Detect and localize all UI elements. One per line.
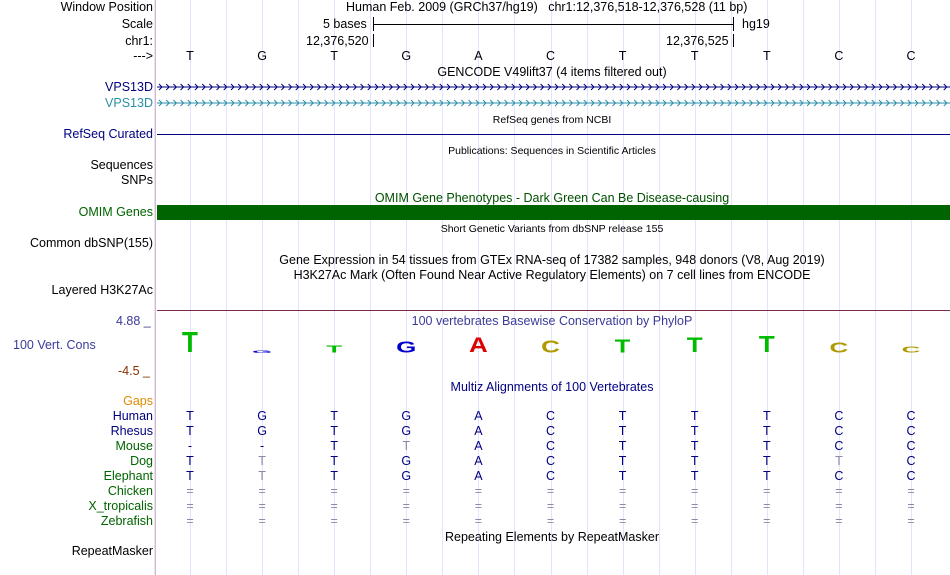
- species-base: =: [618, 484, 627, 498]
- reference-base: C: [906, 49, 916, 63]
- species-label[interactable]: Zebrafish: [100, 514, 153, 528]
- label-column-divider: [155, 0, 156, 575]
- coord-left-tick: [373, 34, 374, 47]
- gencode-item-2-gene-line[interactable]: [157, 98, 950, 108]
- scale-label: Scale: [121, 17, 153, 31]
- species-label[interactable]: Mouse: [115, 439, 153, 453]
- species-base: T: [618, 409, 627, 423]
- species-base: T: [330, 424, 339, 438]
- reference-base: T: [330, 49, 339, 63]
- species-base: -: [260, 439, 265, 453]
- conservation-logo-3: [326, 345, 342, 353]
- conservation-logo-letter: C: [541, 339, 560, 353]
- h3k27ac-track-label[interactable]: Layered H3K27Ac: [51, 283, 153, 297]
- dbsnp-track-title: Short Genetic Variants from dbSNP release 155: [440, 223, 664, 235]
- cons-track-title: 100 vertebrates Basewise Conservation by PhyloP: [411, 314, 693, 328]
- species-base: G: [401, 469, 412, 483]
- species-base: T: [618, 469, 627, 483]
- species-base: =: [546, 499, 555, 513]
- species-base: =: [763, 514, 771, 528]
- species-base: =: [402, 514, 410, 528]
- conservation-logo-letter: G: [251, 350, 273, 353]
- scale-bar-right-tick: [733, 17, 734, 31]
- species-base: T: [690, 439, 699, 453]
- species-base: T: [186, 469, 194, 483]
- chrom-label: chr1:: [125, 34, 153, 48]
- reference-base: C: [834, 49, 844, 63]
- repeatmasker-track-label[interactable]: RepeatMasker: [71, 544, 153, 558]
- species-base: =: [186, 514, 194, 528]
- species-base: -: [187, 439, 193, 453]
- reference-base: T: [762, 49, 771, 63]
- species-base: T: [762, 454, 771, 468]
- refseq-track-label[interactable]: RefSeq Curated: [63, 127, 153, 141]
- species-base: T: [258, 469, 266, 483]
- species-base: C: [545, 439, 556, 453]
- species-label[interactable]: X_tropicalis: [88, 499, 153, 513]
- coord-right: 12,376,525: [666, 34, 729, 48]
- species-base: T: [690, 454, 699, 468]
- species-base: T: [690, 424, 699, 438]
- species-base: =: [186, 484, 194, 498]
- species-base: T: [402, 439, 411, 453]
- gencode-item-2-label[interactable]: VPS13D: [105, 96, 153, 110]
- reference-base: G: [257, 49, 267, 63]
- conservation-logo-letter: T: [614, 338, 631, 353]
- species-label[interactable]: Elephant: [103, 469, 153, 483]
- species-label[interactable]: Rhesus: [110, 424, 153, 438]
- conservation-logo-9: [759, 335, 775, 353]
- species-base: C: [834, 469, 844, 483]
- species-base: =: [835, 484, 843, 498]
- species-base: C: [906, 469, 916, 483]
- conservation-logo-10: [830, 342, 849, 353]
- coord-left: 12,376,520: [306, 34, 369, 48]
- species-base: T: [618, 454, 627, 468]
- species-base: G: [257, 409, 267, 423]
- species-base: =: [907, 499, 915, 513]
- species-base: =: [691, 514, 699, 528]
- assembly-position-text: Human Feb. 2009 (GRCh37/hg19) chr1:12,376,518-12,376,528 (11 bp): [346, 0, 748, 14]
- pubs-track-label[interactable]: Sequences: [90, 158, 153, 172]
- conservation-logo-letter: C: [829, 342, 849, 353]
- species-base: T: [330, 469, 339, 483]
- conservation-logo-letter: T: [686, 336, 703, 353]
- conservation-logo-6: [541, 340, 560, 353]
- conservation-logo-letter: G: [396, 340, 417, 353]
- species-base: T: [690, 409, 699, 423]
- species-label[interactable]: Chicken: [107, 484, 153, 498]
- species-base: C: [545, 424, 556, 438]
- species-base: A: [474, 454, 483, 468]
- species-base: T: [618, 439, 627, 453]
- conservation-logo-7: [615, 339, 631, 353]
- conservation-logo-letter: C: [901, 346, 921, 353]
- conservation-logo-8: [687, 337, 703, 354]
- species-base: =: [402, 484, 410, 498]
- conservation-logo-letter: T: [182, 331, 198, 353]
- conservation-logo-1: [182, 331, 198, 353]
- refseq-track-title: RefSeq genes from NCBI: [492, 114, 612, 126]
- species-base: T: [330, 409, 339, 423]
- species-base: C: [906, 454, 916, 468]
- species-base: =: [835, 514, 843, 528]
- species-base: C: [906, 409, 916, 423]
- species-base: =: [763, 484, 771, 498]
- reference-base: G: [401, 49, 412, 63]
- species-base: T: [762, 409, 771, 423]
- species-base: C: [545, 409, 556, 423]
- species-base: =: [330, 499, 338, 513]
- species-base: G: [401, 454, 412, 468]
- species-base: =: [546, 514, 555, 528]
- species-base: =: [186, 499, 194, 513]
- species-base: =: [474, 499, 483, 513]
- species-base: C: [834, 439, 844, 453]
- species-label[interactable]: Human: [112, 409, 153, 423]
- species-base: A: [474, 469, 483, 483]
- reference-base: T: [618, 49, 627, 63]
- species-base: =: [330, 484, 338, 498]
- scale-db-label: hg19: [742, 17, 770, 31]
- conservation-logo-letter: T: [758, 335, 775, 353]
- dbsnp-track-label[interactable]: Common dbSNP(155): [30, 236, 153, 250]
- species-base: =: [618, 499, 627, 513]
- coord-right-tick: [733, 34, 734, 47]
- species-base: =: [763, 499, 771, 513]
- species-base: =: [691, 499, 699, 513]
- omim-track-title: OMIM Gene Phenotypes - Dark Green Can Be Disease-causing: [374, 191, 730, 205]
- species-base: G: [257, 424, 267, 438]
- species-base: =: [691, 484, 699, 498]
- omim-track-label[interactable]: OMIM Genes: [78, 205, 153, 219]
- species-base: G: [401, 409, 412, 423]
- cons-track-label[interactable]: 100 Vert. Cons: [13, 338, 96, 352]
- window-position-label: Window Position: [60, 0, 153, 14]
- strand-label: --->: [133, 49, 153, 63]
- species-base: T: [186, 409, 194, 423]
- species-base: =: [258, 484, 266, 498]
- scale-bar: [373, 24, 733, 25]
- species-base: T: [762, 424, 771, 438]
- species-base: A: [474, 439, 483, 453]
- omim-gene-bar[interactable]: [157, 205, 950, 220]
- species-base: T: [258, 454, 266, 468]
- species-base: T: [618, 424, 627, 438]
- multiz-track-title: Multiz Alignments of 100 Vertebrates: [450, 380, 654, 394]
- gencode-track-title: GENCODE V49lift37 (4 items filtered out): [437, 65, 667, 79]
- species-base: =: [402, 499, 410, 513]
- species-base: C: [545, 454, 556, 468]
- pubs-track-title: Publications: Sequences in Scientific Articles: [448, 145, 656, 157]
- cons-min-label: -4.5 _: [118, 364, 150, 378]
- species-base: =: [907, 514, 915, 528]
- snps-track-label[interactable]: SNPs: [121, 173, 153, 187]
- conservation-logo-2: [252, 350, 272, 353]
- species-base: C: [545, 469, 556, 483]
- species-base: =: [258, 514, 266, 528]
- species-base: =: [474, 514, 483, 528]
- repeatmasker-track-title: Repeating Elements by RepeatMasker: [444, 530, 660, 544]
- h3k27ac-track-title: H3K27Ac Mark (Often Found Near Active Regulatory Elements) on 7 cell lines from ENCODE: [293, 268, 811, 282]
- conservation-logo-5: [469, 337, 488, 354]
- reference-base: T: [186, 49, 194, 63]
- refseq-gene-line[interactable]: [157, 134, 950, 135]
- reference-base: T: [690, 49, 699, 63]
- species-base: G: [401, 424, 412, 438]
- species-base: A: [474, 424, 483, 438]
- gtex-track-title: Gene Expression in 54 tissues from GTEx RNA-seq of 17382 samples, 948 donors (V8, Aug 2019): [279, 253, 825, 267]
- species-base: T: [330, 454, 339, 468]
- h3k27ac-signal-baseline: [157, 310, 950, 311]
- species-base: C: [906, 439, 916, 453]
- species-base: =: [835, 499, 843, 513]
- species-base: T: [690, 469, 699, 483]
- conservation-logo-11: [902, 346, 921, 353]
- species-base: =: [618, 514, 627, 528]
- species-base: =: [907, 484, 915, 498]
- species-base: T: [835, 454, 843, 468]
- species-label[interactable]: Dog: [130, 454, 153, 468]
- species-base: =: [258, 499, 266, 513]
- species-base: =: [330, 514, 338, 528]
- species-base: C: [834, 409, 844, 423]
- gencode-item-1-label[interactable]: VPS13D: [105, 80, 153, 94]
- conservation-logo-letter: A: [469, 336, 488, 353]
- reference-base: C: [545, 49, 556, 63]
- species-base: T: [762, 469, 771, 483]
- species-base: C: [906, 424, 916, 438]
- gencode-item-1-gene-line[interactable]: [157, 82, 950, 92]
- species-base: T: [186, 424, 194, 438]
- species-base: =: [474, 484, 483, 498]
- conservation-logo-letter: T: [326, 345, 343, 353]
- reference-base: A: [474, 49, 483, 63]
- species-base: =: [546, 484, 555, 498]
- cons-max-label: 4.88 _: [116, 314, 151, 328]
- species-base: C: [834, 424, 844, 438]
- species-base: A: [474, 409, 483, 423]
- species-base: T: [186, 454, 194, 468]
- species-base: T: [330, 439, 339, 453]
- gaps-label[interactable]: Gaps: [123, 394, 153, 408]
- scale-text: 5 bases: [323, 17, 367, 31]
- species-base: T: [762, 439, 771, 453]
- conservation-logo-4: [396, 341, 416, 353]
